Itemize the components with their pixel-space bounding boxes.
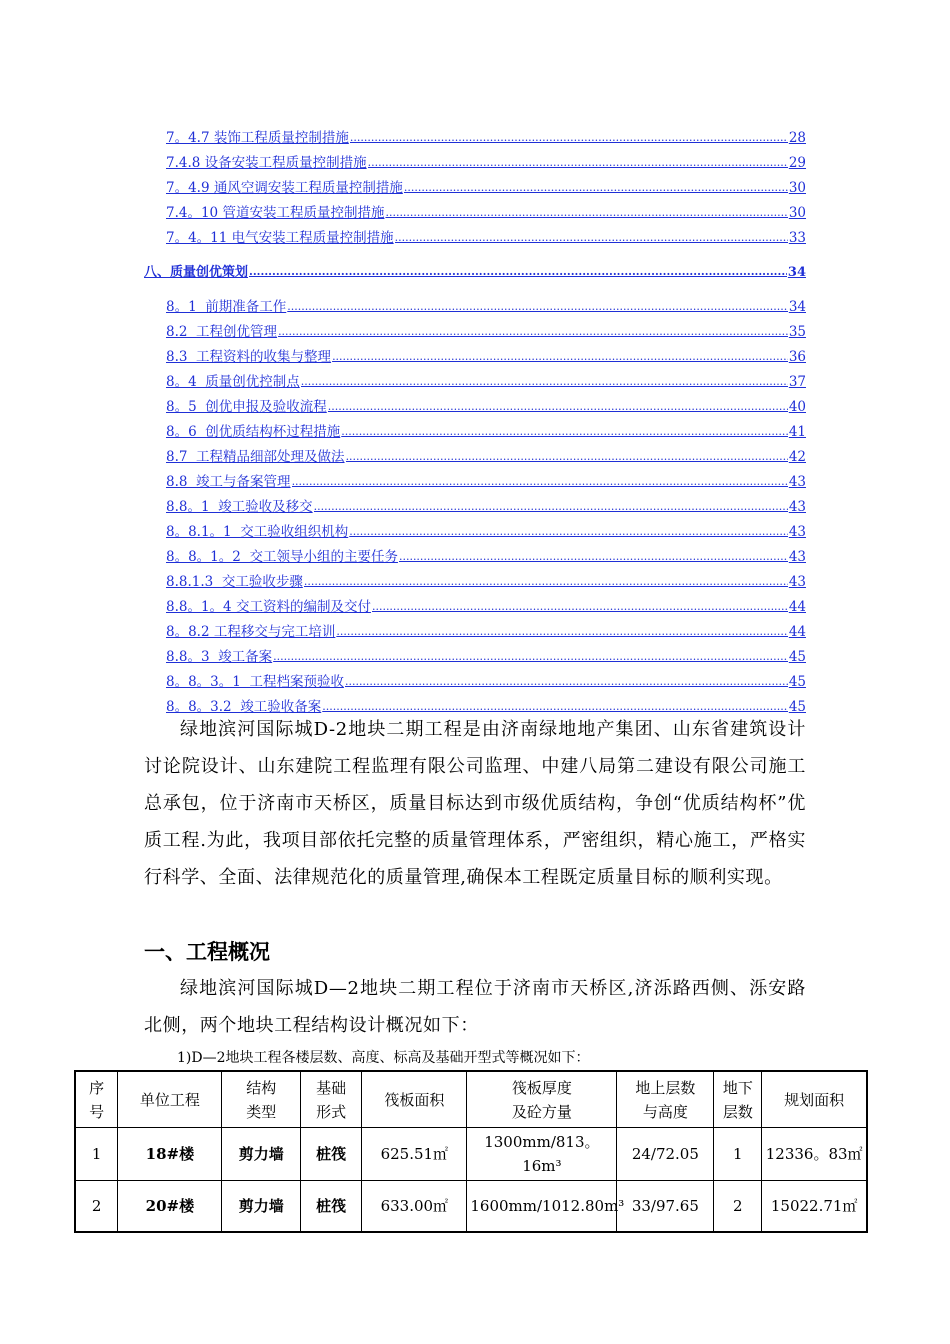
toc-entry-label: 8.8。3 竣工备案 bbox=[166, 649, 273, 665]
toc-leader-dots bbox=[368, 155, 788, 171]
column-header bbox=[301, 1071, 362, 1128]
column-header bbox=[467, 1071, 617, 1128]
toc-entry[interactable] bbox=[166, 368, 806, 390]
table-cell: 剪力墙 bbox=[222, 1181, 301, 1233]
column-header-line: 与高度 bbox=[642, 1102, 688, 1121]
toc-entry[interactable] bbox=[166, 224, 806, 246]
building-overview-table bbox=[74, 1070, 868, 1233]
toc-entry[interactable] bbox=[166, 174, 806, 196]
toc-entry-label: 8.7 工程精品细部处理及做法 bbox=[166, 449, 345, 465]
table-caption: 1)D—2地块工程各楼层数、高度、标高及基础开型式等概况如下： bbox=[177, 1050, 590, 1066]
table-cell: 2 bbox=[75, 1181, 118, 1233]
table-cell: 1600mm/1012.80m³ bbox=[467, 1181, 617, 1233]
toc-entry[interactable] bbox=[166, 643, 806, 665]
toc-entry-label: 8。8.2 工程移交与完工培训 bbox=[166, 624, 336, 640]
toc-entry-label: 7。4。11 电气安装工程质量控制措施 bbox=[166, 230, 394, 246]
toc-page-number: 43 bbox=[788, 574, 806, 590]
toc-entry-label: 7.4.8 设备安装工程质量控制措施 bbox=[166, 155, 367, 171]
toc-entry[interactable] bbox=[166, 593, 806, 615]
column-header-line: 地下 bbox=[722, 1078, 753, 1097]
toc-entry-label: 八、质量创优策划 bbox=[144, 265, 249, 280]
toc-page-number: 34 bbox=[788, 299, 806, 315]
column-header-line: 形式 bbox=[316, 1102, 347, 1121]
toc-entry[interactable] bbox=[166, 468, 806, 490]
toc-page-number: 42 bbox=[788, 449, 806, 465]
toc-leader-dots bbox=[292, 474, 788, 490]
toc-page-number: 35 bbox=[788, 324, 806, 340]
toc-page-number: 33 bbox=[788, 230, 806, 246]
table-cell: 33/97.65 bbox=[617, 1181, 714, 1233]
toc-entry[interactable] bbox=[166, 199, 806, 221]
column-header-line: 单位工程 bbox=[139, 1090, 200, 1109]
toc-page-number: 44 bbox=[788, 624, 806, 640]
table-cell: 桩筏 bbox=[301, 1181, 362, 1233]
column-header bbox=[617, 1071, 714, 1128]
toc-leader-dots bbox=[341, 424, 788, 440]
toc-page-number: 45 bbox=[788, 674, 806, 690]
table-cell: 24/72.05 bbox=[617, 1128, 714, 1181]
toc-page-number: 36 bbox=[788, 349, 806, 365]
column-header-line: 筏板面积 bbox=[384, 1090, 445, 1109]
column-header-line: 结构 bbox=[246, 1078, 277, 1097]
toc-page-number: 45 bbox=[788, 699, 806, 715]
toc-leader-dots bbox=[273, 649, 788, 665]
column-header bbox=[222, 1071, 301, 1128]
toc-leader-dots bbox=[328, 399, 788, 415]
table-header-row bbox=[75, 1071, 867, 1128]
toc-entry[interactable] bbox=[144, 258, 806, 280]
toc-entry[interactable] bbox=[166, 618, 806, 640]
column-header bbox=[118, 1071, 222, 1128]
toc-leader-dots bbox=[404, 180, 788, 196]
toc-entry-label: 8。8。1。2 交工领导小组的主要任务 bbox=[166, 549, 398, 565]
toc-entry-label: 8。4 质量创优控制点 bbox=[166, 374, 300, 390]
toc-page-number: 34 bbox=[787, 265, 806, 280]
toc-entry-label: 7.4。10 管道安装工程质量控制措施 bbox=[166, 205, 385, 221]
toc-entry-label: 8.8 竣工与备案管理 bbox=[166, 474, 291, 490]
toc-page-number: 29 bbox=[788, 155, 806, 171]
toc-entry-label: 7。4.9 通风空调安装工程质量控制措施 bbox=[166, 180, 403, 196]
table-cell: 20#楼 bbox=[118, 1181, 222, 1233]
toc-page-number: 43 bbox=[788, 499, 806, 515]
toc-page-number: 43 bbox=[788, 549, 806, 565]
toc-entry[interactable] bbox=[166, 568, 806, 590]
toc-leader-dots bbox=[287, 299, 788, 315]
column-header-line: 序 bbox=[89, 1078, 105, 1097]
toc-page-number: 30 bbox=[788, 205, 806, 221]
toc-leader-dots bbox=[350, 130, 788, 146]
table-cell: 18#楼 bbox=[118, 1128, 222, 1181]
toc-entry[interactable] bbox=[166, 293, 806, 315]
table-cell: 桩筏 bbox=[301, 1128, 362, 1181]
toc-entry[interactable] bbox=[166, 393, 806, 415]
table-cell: 625.51㎡ bbox=[362, 1128, 467, 1181]
toc-entry-label: 8。5 创优申报及验收流程 bbox=[166, 399, 327, 415]
toc-entry[interactable] bbox=[166, 418, 806, 440]
toc-leader-dots bbox=[278, 324, 788, 340]
column-header bbox=[714, 1071, 762, 1128]
toc-page-number: 44 bbox=[788, 599, 806, 615]
column-header-line: 地上层数 bbox=[635, 1078, 696, 1097]
toc-page-number: 30 bbox=[788, 180, 806, 196]
toc-leader-dots bbox=[301, 374, 788, 390]
table-cell: 1 bbox=[714, 1128, 762, 1181]
column-header-line: 及砼方量 bbox=[511, 1102, 572, 1121]
toc-page-number: 28 bbox=[788, 130, 806, 146]
overview-paragraph: 绿地滨河国际城D—2地块二期工程位于济南市天桥区,济泺路西侧、泺安路北侧，两个地块工程结构设计概况如下： bbox=[144, 978, 806, 1036]
toc-page-number: 37 bbox=[788, 374, 806, 390]
column-header bbox=[362, 1071, 467, 1128]
table-cell: 1300mm/813。16m³ bbox=[467, 1128, 617, 1181]
toc-leader-dots bbox=[346, 449, 788, 465]
table-cell: 633.00㎡ bbox=[362, 1181, 467, 1233]
toc-entry-label: 8.8.1.3 交工验收步骤 bbox=[166, 574, 303, 590]
table-cell: 剪力墙 bbox=[222, 1128, 301, 1181]
table-cell: 12336。83㎡ bbox=[762, 1128, 867, 1181]
toc-entry-label: 8.8。1 竣工验收及移交 bbox=[166, 499, 313, 515]
toc-entry-label: 8.2 工程创优管理 bbox=[166, 324, 278, 340]
toc-entry[interactable] bbox=[166, 318, 806, 340]
toc-leader-dots bbox=[332, 349, 788, 365]
table-cell: 2 bbox=[714, 1181, 762, 1233]
toc-entry[interactable] bbox=[166, 149, 806, 171]
toc-entry[interactable] bbox=[166, 443, 806, 465]
column-header bbox=[75, 1071, 118, 1128]
table-row bbox=[75, 1181, 867, 1233]
toc-leader-dots bbox=[345, 674, 788, 690]
table-row bbox=[75, 1128, 867, 1181]
toc-page-number: 41 bbox=[788, 424, 806, 440]
column-header bbox=[762, 1071, 867, 1128]
section-heading: 一、工程概况 bbox=[144, 940, 270, 964]
toc-entry-label: 8。1 前期准备工作 bbox=[166, 299, 287, 315]
toc-page-number: 45 bbox=[788, 649, 806, 665]
column-header-line: 基础 bbox=[316, 1078, 347, 1097]
toc-page-number: 43 bbox=[788, 524, 806, 540]
table-cell: 15022.71㎡ bbox=[762, 1181, 867, 1233]
toc-entry-label: 7。4.7 装饰工程质量控制措施 bbox=[166, 130, 349, 146]
column-header-line: 筏板厚度 bbox=[511, 1078, 572, 1097]
toc-leader-dots bbox=[372, 599, 788, 615]
toc-entry[interactable] bbox=[166, 543, 806, 565]
column-header-line: 类型 bbox=[246, 1102, 277, 1121]
toc-leader-dots bbox=[395, 230, 788, 246]
toc-entry[interactable] bbox=[166, 668, 806, 690]
column-header-line: 规划面积 bbox=[784, 1090, 845, 1109]
toc-leader-dots bbox=[336, 624, 787, 640]
toc-leader-dots bbox=[304, 574, 788, 590]
toc-entry-label: 8.8。1。4 交工资料的编制及交付 bbox=[166, 599, 371, 615]
toc-entry-label: 8。8.1。1 交工验收组织机构 bbox=[166, 524, 349, 540]
column-header-line: 层数 bbox=[722, 1102, 753, 1121]
toc-entry[interactable] bbox=[166, 518, 806, 540]
toc-leader-dots bbox=[349, 524, 788, 540]
toc-entry[interactable] bbox=[166, 343, 806, 365]
toc-page-number: 40 bbox=[788, 399, 806, 415]
toc-entry-label: 8.3 工程资料的收集与整理 bbox=[166, 349, 332, 365]
toc-entry[interactable] bbox=[166, 493, 806, 515]
intro-paragraph: 绿地滨河国际城D-2地块二期工程是由济南绿地地产集团、山东省建筑设计讨论院设计、山东建院工程监理有限公司监理、中建八局第二建设有限公司施工总承包，位于济南市天桥区，质量目标达到市级优质结构，争创“优质结构杯”优质工程.为此，我项目部依托完整的质量管理体系，严密组织，精心施工，严格实行科学、全面、法律规范化的质量管理,确保本工程既定质量目标的顺利实现。 bbox=[144, 719, 806, 888]
toc-entry-label: 8。8。3.2 竣工验收备案 bbox=[166, 699, 322, 715]
toc-entry-label: 8。8。3。1 工程档案预验收 bbox=[166, 674, 344, 690]
column-header-line: 号 bbox=[89, 1102, 105, 1121]
table-cell: 1 bbox=[75, 1128, 118, 1181]
toc-leader-dots bbox=[314, 499, 788, 515]
toc-leader-dots bbox=[385, 205, 787, 221]
toc-entry[interactable] bbox=[166, 124, 806, 146]
toc-leader-dots bbox=[399, 549, 788, 565]
toc-entry-label: 8。6 创优质结构杯过程措施 bbox=[166, 424, 341, 440]
toc-page-number: 43 bbox=[788, 474, 806, 490]
toc-leader-dots bbox=[249, 264, 787, 280]
